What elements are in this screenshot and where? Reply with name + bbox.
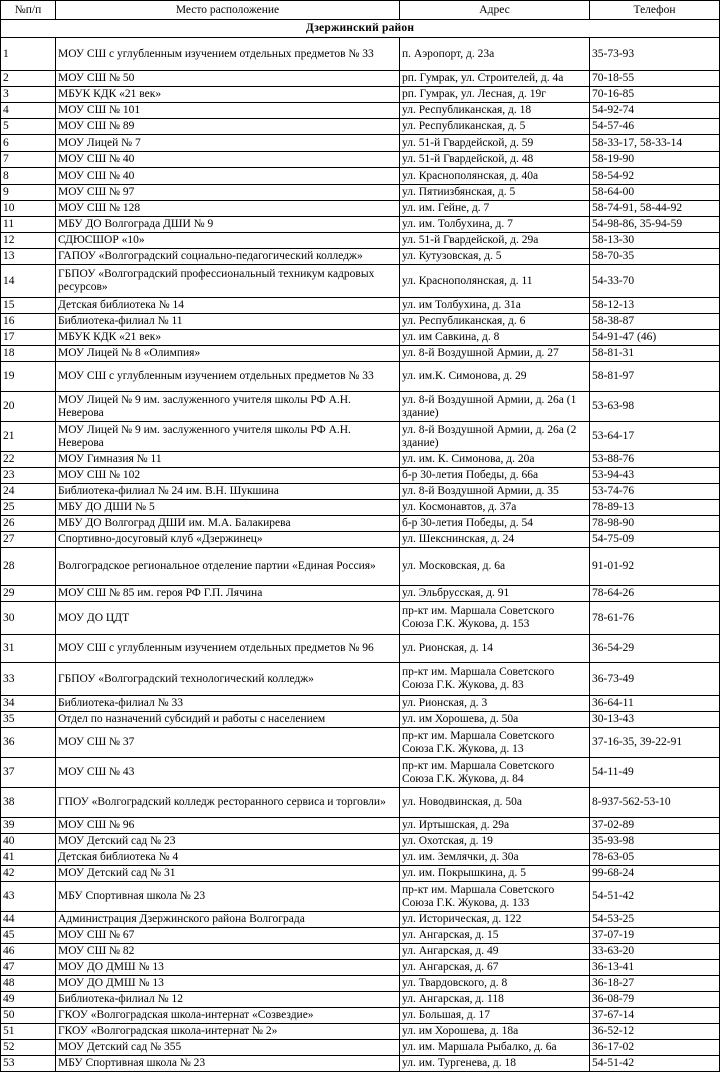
cell-phone: 70-16-85: [590, 87, 720, 103]
cell-number: 2: [1, 71, 56, 87]
cell-phone: 37-67-14: [590, 1008, 720, 1024]
table-row: [1, 233, 720, 249]
cell-address: ул. Кутузовская, д. 5: [400, 249, 590, 265]
cell-phone: 36-08-79: [590, 992, 720, 1008]
cell-phone: 37-02-89: [590, 818, 720, 834]
cell-phone: 58-13-30: [590, 233, 720, 249]
cell-place: МБУ ДО ДШИ № 5: [56, 500, 400, 516]
cell-number: 28: [1, 548, 56, 586]
table-row: [1, 392, 720, 422]
cell-phone: 54-57-46: [590, 119, 720, 135]
cell-place: МОУ СШ № 85 им. героя РФ Г.П. Лячина: [56, 586, 400, 602]
table-body: [1, 20, 720, 1072]
table-row: [1, 586, 720, 602]
cell-phone: 78-61-76: [590, 602, 720, 635]
cell-number: 34: [1, 696, 56, 712]
table-row: [1, 944, 720, 960]
table-row: [1, 314, 720, 330]
cell-number: 31: [1, 635, 56, 663]
cell-phone: 91-01-92: [590, 548, 720, 586]
table-row: [1, 249, 720, 265]
table-row: [1, 168, 720, 185]
header-row: [1, 1, 720, 20]
cell-address: ул. им. Покрышкина, д. 5: [400, 866, 590, 882]
cell-number: 52: [1, 1040, 56, 1056]
cell-address: б-р 30-летия Победы, д. 54: [400, 516, 590, 532]
cell-number: 44: [1, 912, 56, 928]
cell-number: 14: [1, 265, 56, 298]
table-row: [1, 548, 720, 586]
cell-phone: 54-11-49: [590, 758, 720, 788]
cell-place: МОУ ДО ЦДТ: [56, 602, 400, 635]
cell-phone: 53-94-43: [590, 468, 720, 484]
cell-phone: 54-75-09: [590, 532, 720, 548]
table-row: [1, 135, 720, 152]
table-row: [1, 152, 720, 168]
cell-place: МОУ СШ № 40: [56, 168, 400, 185]
cell-number: 43: [1, 882, 56, 912]
cell-phone: 53-74-76: [590, 484, 720, 500]
table-row: [1, 452, 720, 468]
cell-address: ул. Республиканская, д. 5: [400, 119, 590, 135]
cell-phone: 30-13-43: [590, 712, 720, 728]
cell-address: ул. Охотская, д. 19: [400, 834, 590, 850]
cell-phone: 54-98-86, 35-94-59: [590, 217, 720, 233]
table-row: [1, 788, 720, 818]
header-number: №п/п: [1, 1, 56, 20]
cell-phone: 78-63-05: [590, 850, 720, 866]
cell-place: МОУ СШ № 96: [56, 818, 400, 834]
cell-place: Администрация Дзержинского района Волгограда: [56, 912, 400, 928]
table-row: [1, 1008, 720, 1024]
cell-place: ГКОУ «Волгоградская школа-интернат № 2»: [56, 1024, 400, 1040]
cell-phone: 36-18-27: [590, 976, 720, 992]
table-row: [1, 992, 720, 1008]
cell-phone: 53-63-98: [590, 392, 720, 422]
cell-phone: 54-51-42: [590, 882, 720, 912]
table-row: [1, 696, 720, 712]
cell-phone: 35-73-93: [590, 38, 720, 71]
cell-number: 50: [1, 1008, 56, 1024]
cell-number: 5: [1, 119, 56, 135]
cell-place: МОУ Лицей № 9 им. заслуженного учителя школы РФ А.Н. Неверова: [56, 422, 400, 452]
cell-address: ул. Космонавтов, д. 37а: [400, 500, 590, 516]
cell-phone: 36-17-02: [590, 1040, 720, 1056]
cell-address: ул. Республиканская, д. 18: [400, 103, 590, 119]
table-row: [1, 217, 720, 233]
cell-place: Детская библиотека № 14: [56, 298, 400, 314]
cell-place: Библиотека-филиал № 12: [56, 992, 400, 1008]
cell-number: 10: [1, 201, 56, 217]
cell-address: ул. Ангарская, д. 67: [400, 960, 590, 976]
cell-number: 29: [1, 586, 56, 602]
cell-number: 24: [1, 484, 56, 500]
table-row: [1, 602, 720, 635]
cell-address: ул. им. Тургенева, д. 18: [400, 1056, 590, 1072]
cell-address: ул. им.К. Симонова, д. 29: [400, 362, 590, 392]
cell-number: 6: [1, 135, 56, 152]
table-row: [1, 882, 720, 912]
cell-place: ГБПОУ «Волгоградский технологический колледж»: [56, 663, 400, 696]
cell-number: 16: [1, 314, 56, 330]
cell-number: 7: [1, 152, 56, 168]
cell-phone: 36-13-41: [590, 960, 720, 976]
cell-phone: 37-07-19: [590, 928, 720, 944]
cell-place: МОУ СШ с углубленным изучением отдельных предметов № 33: [56, 362, 400, 392]
cell-phone: 54-92-74: [590, 103, 720, 119]
cell-place: Отдел по назначений субсидий и работы с населением: [56, 712, 400, 728]
table-row: [1, 712, 720, 728]
table-row: [1, 976, 720, 992]
table-row: [1, 298, 720, 314]
cell-address: ул. 8-й Воздушной Армии, д. 26а (2 здание): [400, 422, 590, 452]
cell-address: ул. Твардовского, д. 8: [400, 976, 590, 992]
cell-address: ул. им Хорошева, д. 18а: [400, 1024, 590, 1040]
cell-place: МОУ Гимназия № 11: [56, 452, 400, 468]
table-row: [1, 362, 720, 392]
cell-phone: 58-12-13: [590, 298, 720, 314]
cell-place: МОУ СШ № 43: [56, 758, 400, 788]
cell-place: МБУ Спортивная школа № 23: [56, 1056, 400, 1072]
cell-address: ул. Историческая, д. 122: [400, 912, 590, 928]
cell-phone: 37-16-35, 39-22-91: [590, 728, 720, 758]
cell-phone: 58-54-92: [590, 168, 720, 185]
table-row: [1, 468, 720, 484]
cell-address: ул. 8-й Воздушной Армии, д. 27: [400, 346, 590, 362]
cell-phone: 78-98-90: [590, 516, 720, 532]
cell-address: ул. 8-й Воздушной Армии, д. 26а (1 здание): [400, 392, 590, 422]
cell-phone: 54-53-25: [590, 912, 720, 928]
table-row: [1, 912, 720, 928]
cell-place: ГБПОУ «Волгоградский профессиональный техникум кадровых ресурсов»: [56, 265, 400, 298]
cell-phone: 35-93-98: [590, 834, 720, 850]
cell-place: МБУ Спортивная школа № 23: [56, 882, 400, 912]
cell-number: 33: [1, 663, 56, 696]
cell-place: СДЮСШОР «10»: [56, 233, 400, 249]
cell-address: ул. им. Землячки, д. 30а: [400, 850, 590, 866]
cell-place: МОУ Детский сад № 31: [56, 866, 400, 882]
cell-number: 13: [1, 249, 56, 265]
cell-number: 12: [1, 233, 56, 249]
cell-phone: 54-33-70: [590, 265, 720, 298]
cell-number: 18: [1, 346, 56, 362]
cell-number: 36: [1, 728, 56, 758]
cell-number: 19: [1, 362, 56, 392]
cell-place: МОУ СШ № 40: [56, 152, 400, 168]
cell-address: п. Аэропорт, д. 23а: [400, 38, 590, 71]
cell-phone: 36-73-49: [590, 663, 720, 696]
cell-phone: 58-64-00: [590, 185, 720, 201]
header-place: Место расположение: [56, 1, 400, 20]
table-row: [1, 818, 720, 834]
cell-phone: 36-54-29: [590, 635, 720, 663]
cell-address: ул. им Хорошева, д. 50а: [400, 712, 590, 728]
cell-address: ул. Рионская, д. 3: [400, 696, 590, 712]
cell-number: 8: [1, 168, 56, 185]
cell-place: МОУ Детский сад № 355: [56, 1040, 400, 1056]
cell-phone: 53-88-76: [590, 452, 720, 468]
cell-place: Библиотека-филиал № 33: [56, 696, 400, 712]
cell-number: 46: [1, 944, 56, 960]
cell-address: ул. Большая, д. 17: [400, 1008, 590, 1024]
cell-phone: 58-81-97: [590, 362, 720, 392]
table-row: [1, 834, 720, 850]
cell-phone: 33-63-20: [590, 944, 720, 960]
cell-number: 25: [1, 500, 56, 516]
table-row: [1, 532, 720, 548]
cell-number: 45: [1, 928, 56, 944]
cell-number: 21: [1, 422, 56, 452]
table-row: [1, 1024, 720, 1040]
cell-number: 23: [1, 468, 56, 484]
cell-phone: 58-74-91, 58-44-92: [590, 201, 720, 217]
table-row: [1, 728, 720, 758]
table-row: [1, 500, 720, 516]
cell-number: 53: [1, 1056, 56, 1072]
cell-address: ул. 51-й Гвардейской, д. 48: [400, 152, 590, 168]
cell-place: МБУК КДК «21 век»: [56, 87, 400, 103]
cell-address: ул. Шекснинская, д. 24: [400, 532, 590, 548]
cell-number: 11: [1, 217, 56, 233]
cell-number: 26: [1, 516, 56, 532]
cell-number: 51: [1, 1024, 56, 1040]
table-row: [1, 265, 720, 298]
cell-place: ГКОУ «Волгоградская школа-интернат «Созвездие»: [56, 1008, 400, 1024]
cell-address: пр-кт им. Маршала Советского Союза Г.К. Жукова, д. 84: [400, 758, 590, 788]
cell-place: МОУ СШ № 101: [56, 103, 400, 119]
table-row: [1, 346, 720, 362]
table-row: [1, 330, 720, 346]
cell-phone: 58-38-87: [590, 314, 720, 330]
table-row: [1, 71, 720, 87]
cell-address: ул. Иртышская, д. 29а: [400, 818, 590, 834]
table-row: [1, 1056, 720, 1072]
cell-address: ул. Краснополянская, д. 11: [400, 265, 590, 298]
cell-phone: 36-52-12: [590, 1024, 720, 1040]
district-row: [1, 20, 720, 38]
cell-place: Библиотека-филиал № 11: [56, 314, 400, 330]
cell-number: 48: [1, 976, 56, 992]
cell-address: ул. Московская, д. 6а: [400, 548, 590, 586]
cell-phone: 58-70-35: [590, 249, 720, 265]
cell-address: ул. Республиканская, д. 6: [400, 314, 590, 330]
cell-number: 22: [1, 452, 56, 468]
header-phone: Телефон: [590, 1, 720, 20]
cell-number: 49: [1, 992, 56, 1008]
cell-number: 47: [1, 960, 56, 976]
cell-place: МОУ Детский сад № 23: [56, 834, 400, 850]
cell-phone: 8-937-562-53-10: [590, 788, 720, 818]
district-title: Дзержинский район: [1, 20, 720, 38]
table-row: [1, 103, 720, 119]
table-row: [1, 866, 720, 882]
table-row: [1, 850, 720, 866]
table-row: [1, 516, 720, 532]
table-row: [1, 87, 720, 103]
cell-number: 41: [1, 850, 56, 866]
cell-address: ул. Краснополянская, д. 40а: [400, 168, 590, 185]
header-address: Адрес: [400, 1, 590, 20]
table-row: [1, 38, 720, 71]
cell-address: б-р 30-летия Победы, д. 66а: [400, 468, 590, 484]
cell-number: 40: [1, 834, 56, 850]
cell-address: ул. им. К. Симонова, д. 20а: [400, 452, 590, 468]
cell-address: пр-кт им. Маршала Советского Союза Г.К. Жукова, д. 133: [400, 882, 590, 912]
cell-place: МОУ СШ № 37: [56, 728, 400, 758]
table-row: [1, 758, 720, 788]
cell-place: МОУ СШ № 67: [56, 928, 400, 944]
cell-address: ул. Пятиизбянская, д. 5: [400, 185, 590, 201]
cell-address: ул. 51-й Гвардейской, д. 29а: [400, 233, 590, 249]
cell-address: ул. им. Гейне, д. 7: [400, 201, 590, 217]
cell-address: ул. им Толбухина, д. 31а: [400, 298, 590, 314]
table-row: [1, 928, 720, 944]
cell-place: Волгоградское региональное отделение партии «Единая Россия»: [56, 548, 400, 586]
cell-place: МОУ СШ № 82: [56, 944, 400, 960]
cell-phone: 70-18-55: [590, 71, 720, 87]
cell-number: 27: [1, 532, 56, 548]
cell-place: МБУ ДО Волгоград ДШИ им. М.А. Балакирева: [56, 516, 400, 532]
table-row: [1, 119, 720, 135]
cell-address: ул. Эльбрусская, д. 91: [400, 586, 590, 602]
cell-address: ул. Ангарская, д. 49: [400, 944, 590, 960]
cell-address: ул. Ангарская, д. 15: [400, 928, 590, 944]
cell-address: пр-кт им. Маршала Советского Союза Г.К. Жукова, д. 13: [400, 728, 590, 758]
cell-phone: 54-51-42: [590, 1056, 720, 1072]
cell-address: ул. им. Маршала Рыбалко, д. 6а: [400, 1040, 590, 1056]
cell-place: МОУ ДО ДМШ № 13: [56, 976, 400, 992]
cell-number: 35: [1, 712, 56, 728]
cell-place: МОУ СШ с углубленным изучением отдельных предметов № 33: [56, 38, 400, 71]
table-row: [1, 635, 720, 663]
cell-number: 20: [1, 392, 56, 422]
cell-place: МОУ СШ № 89: [56, 119, 400, 135]
cell-number: 3: [1, 87, 56, 103]
cell-address: рп. Гумрак, ул. Строителей, д. 4а: [400, 71, 590, 87]
cell-address: ул. им Савкина, д. 8: [400, 330, 590, 346]
cell-place: МОУ Лицей № 8 «Олимпия»: [56, 346, 400, 362]
cell-address: ул. им. Толбухина, д. 7: [400, 217, 590, 233]
cell-number: 37: [1, 758, 56, 788]
cell-place: МОУ СШ № 97: [56, 185, 400, 201]
cell-address: ул. 8-й Воздушной Армии, д. 35: [400, 484, 590, 500]
cell-phone: 78-89-13: [590, 500, 720, 516]
cell-place: МОУ СШ № 128: [56, 201, 400, 217]
cell-phone: 58-19-90: [590, 152, 720, 168]
table-row: [1, 663, 720, 696]
cell-place: МОУ СШ № 50: [56, 71, 400, 87]
cell-address: ул. Рионская, д. 14: [400, 635, 590, 663]
cell-number: 9: [1, 185, 56, 201]
cell-place: ГАПОУ «Волгоградский социально-педагогический колледж»: [56, 249, 400, 265]
cell-address: ул. Ангарская, д. 118: [400, 992, 590, 1008]
table-row: [1, 960, 720, 976]
cell-phone: 58-33-17, 58-33-14: [590, 135, 720, 152]
cell-place: МОУ Лицей № 9 им. заслуженного учителя школы РФ А.Н. Неверова: [56, 392, 400, 422]
table-row: [1, 422, 720, 452]
cell-address: пр-кт им. Маршала Советского Союза Г.К. Жукова, д. 153: [400, 602, 590, 635]
cell-number: 42: [1, 866, 56, 882]
cell-number: 1: [1, 38, 56, 71]
cell-place: Спортивно-досуговый клуб «Дзержинец»: [56, 532, 400, 548]
cell-phone: 36-64-11: [590, 696, 720, 712]
cell-address: пр-кт им. Маршала Советского Союза Г.К. Жукова, д. 83: [400, 663, 590, 696]
cell-number: 4: [1, 103, 56, 119]
cell-place: МОУ СШ № 102: [56, 468, 400, 484]
table-row: [1, 201, 720, 217]
cell-place: МОУ ДО ДМШ № 13: [56, 960, 400, 976]
cell-place: МОУ СШ с углубленным изучением отдельных предметов № 96: [56, 635, 400, 663]
table-row: [1, 185, 720, 201]
cell-number: 15: [1, 298, 56, 314]
table-row: [1, 484, 720, 500]
cell-address: рп. Гумрак, ул. Лесная, д. 19г: [400, 87, 590, 103]
cell-number: 38: [1, 788, 56, 818]
cell-phone: 99-68-24: [590, 866, 720, 882]
cell-place: МБУ ДО Волгограда ДШИ № 9: [56, 217, 400, 233]
cell-number: 17: [1, 330, 56, 346]
cell-phone: 54-91-47 (46): [590, 330, 720, 346]
cell-place: МОУ Лицей № 7: [56, 135, 400, 152]
cell-place: Библиотека-филиал № 24 им. В.Н. Шукшина: [56, 484, 400, 500]
cell-place: Детская библиотека № 4: [56, 850, 400, 866]
cell-phone: 53-64-17: [590, 422, 720, 452]
cell-address: ул. Новодвинская, д. 50а: [400, 788, 590, 818]
cell-place: МБУК КДК «21 век»: [56, 330, 400, 346]
cell-address: ул. 51-й Гвардейской, д. 59: [400, 135, 590, 152]
cell-phone: 78-64-26: [590, 586, 720, 602]
cell-phone: 58-81-31: [590, 346, 720, 362]
cell-place: ГПОУ «Волгоградский колледж ресторанного сервиса и торговли»: [56, 788, 400, 818]
cell-number: 30: [1, 602, 56, 635]
cell-number: 39: [1, 818, 56, 834]
